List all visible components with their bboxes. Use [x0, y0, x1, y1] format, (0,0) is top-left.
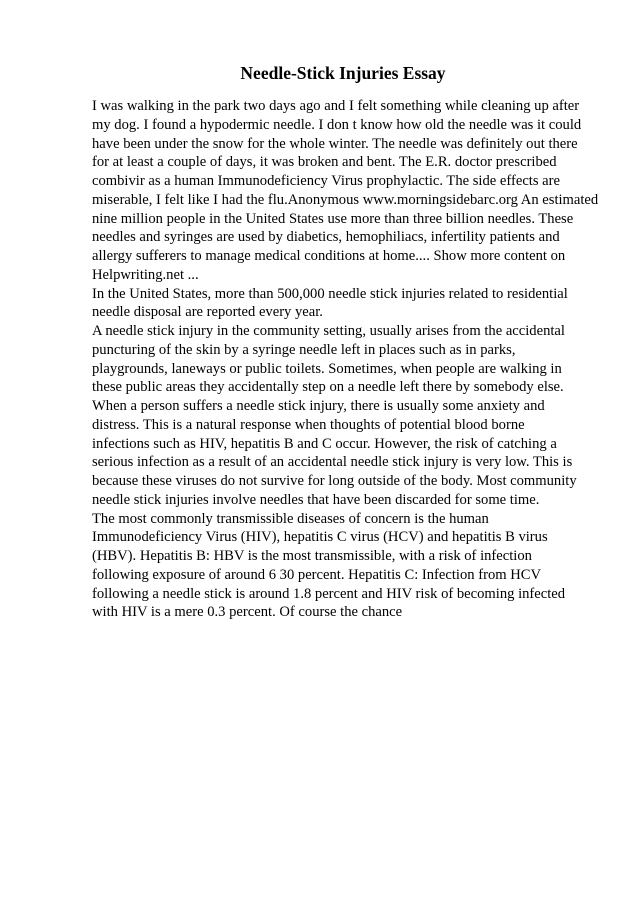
text-line: Immunodeficiency Virus (HIV), hepatitis C virus (HCV) and hepatitis B virus [92, 529, 548, 546]
essay-body [92, 97, 622, 622]
text-line: needle disposal are reported every year. [92, 304, 323, 321]
text-line: I was walking in the park two days ago and I felt something while cleaning up after [92, 98, 580, 114]
text-line: In the United States, more than 500,000 needle stick injuries related to residential [92, 285, 568, 302]
text-line: nine million people in the United States use more than three billion needles. These [92, 210, 574, 227]
text-line: have been under the snow for the whole winter. The needle was definitely out there [92, 135, 578, 152]
text-line: (HBV). Hepatitis B: HBV is the most transmissible, with a risk of infection [92, 548, 532, 564]
text-line: When a person suffers a needle stick injury, there is usually some anxiety and [92, 398, 545, 414]
text-line: needles and syringes are used by diabetics, hemophiliacs, infertility patients and [92, 229, 560, 246]
text-line: miserable, I felt like I had the flu.Anonymous www.morningsidebarc.org An estimated [92, 191, 599, 208]
text-line: distress. This is a natural response when thoughts of potential blood borne [92, 416, 525, 433]
text-line: playgrounds, laneways or public toilets. Sometimes, when people are walking in [92, 360, 562, 377]
text-line: my dog. I found a hypodermic needle. I don t know how old the needle was it could [92, 116, 582, 133]
text-line: serious infection as a result of an accidental needle stick injury is very low. This is [92, 454, 573, 471]
text-line: because these viruses do not survive for long outside of the body. Most community [92, 473, 577, 489]
text-line: The most commonly transmissible diseases of concern is the human [92, 510, 489, 527]
text-line: these public areas they accidentally step on a needle left there by somebody else. [92, 379, 564, 396]
text-line: Helpwriting.net ... [92, 266, 199, 283]
text-line: infections such as HIV, hepatitis B and C occur. However, the risk of catching a [92, 435, 557, 452]
text-line: combivir as a human Immunodeficiency Virus prophylactic. The side effects are [92, 173, 560, 189]
text-line: following exposure of around 6 30 percent. Hepatitis C: Infection from HCV [92, 566, 542, 583]
text-line: needle stick injuries involve needles that have been discarded for some time. [92, 491, 540, 508]
text-line: puncturing of the skin by a syringe needle left in places such as in parks, [92, 341, 516, 358]
page-title: Needle-Stick Injuries Essay [240, 63, 446, 83]
text-line: with HIV is a mere 0.3 percent. Of course the chance [92, 604, 403, 621]
text-line: for at least a couple of days, it was broken and bent. The E.R. doctor prescribed [92, 154, 557, 171]
text-line: allergy sufferers to manage medical conditions at home.... Show more content on [92, 248, 566, 264]
text-line: following a needle stick is around 1.8 percent and HIV risk of becoming infected [92, 585, 566, 602]
text-line: A needle stick injury in the community setting, usually arises from the accidental [92, 323, 565, 339]
